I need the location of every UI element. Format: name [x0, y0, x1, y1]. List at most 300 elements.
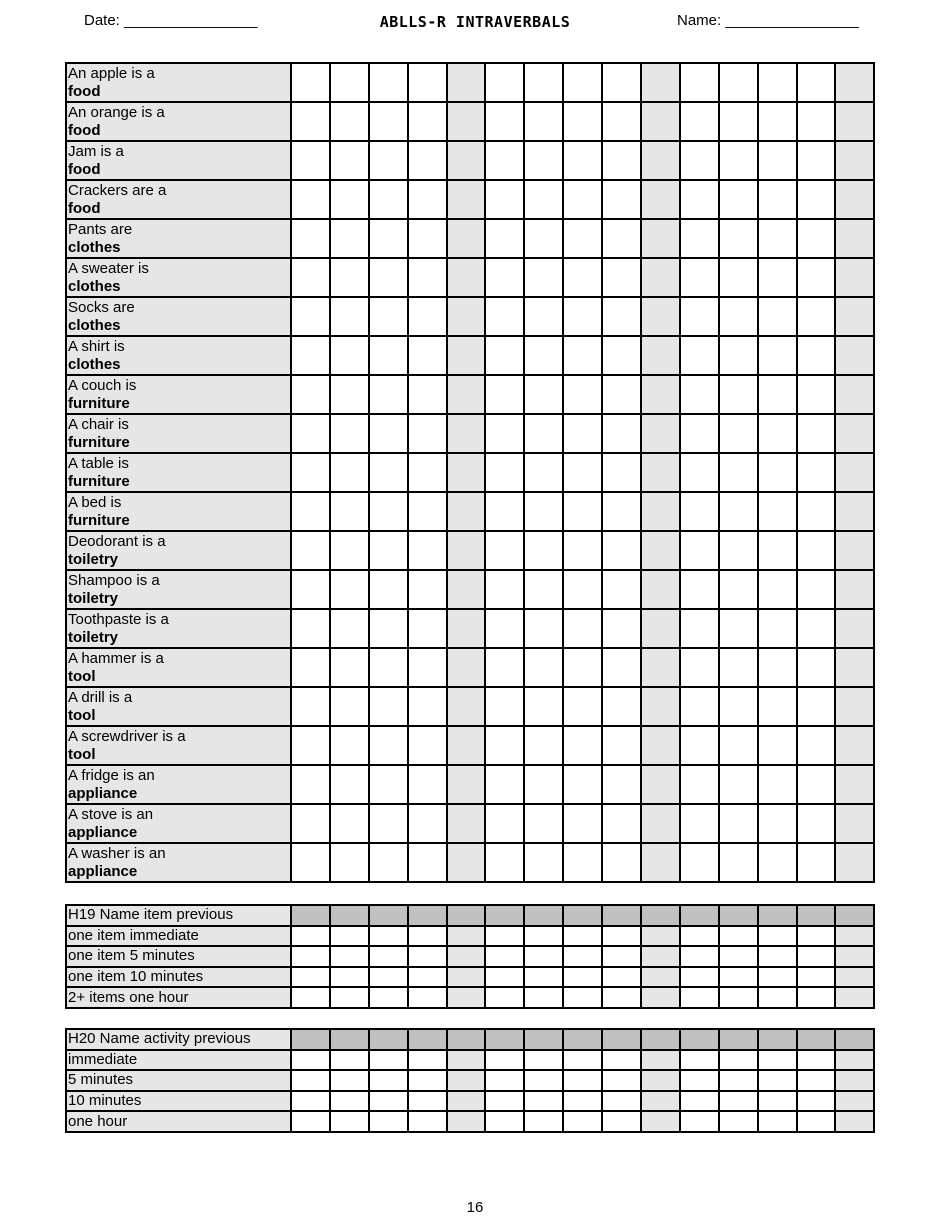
score-cell[interactable] [563, 946, 602, 967]
score-cell[interactable] [602, 336, 641, 375]
score-cell[interactable] [447, 1091, 486, 1112]
score-cell[interactable] [680, 102, 719, 141]
score-cell[interactable] [524, 1091, 563, 1112]
score-cell[interactable] [485, 987, 524, 1008]
score-cell[interactable] [291, 414, 330, 453]
score-cell[interactable] [408, 453, 447, 492]
score-cell[interactable] [330, 492, 369, 531]
score-cell[interactable] [447, 141, 486, 180]
score-cell[interactable] [641, 492, 680, 531]
score-cell[interactable] [797, 905, 836, 926]
score-cell[interactable] [447, 336, 486, 375]
score-cell[interactable] [641, 219, 680, 258]
score-cell[interactable] [369, 180, 408, 219]
score-cell[interactable] [291, 102, 330, 141]
score-cell[interactable] [524, 453, 563, 492]
score-cell[interactable] [330, 946, 369, 967]
score-cell[interactable] [602, 219, 641, 258]
score-cell[interactable] [447, 258, 486, 297]
score-cell[interactable] [447, 219, 486, 258]
score-cell[interactable] [330, 967, 369, 988]
score-cell[interactable] [641, 258, 680, 297]
score-cell[interactable] [291, 297, 330, 336]
score-cell[interactable] [408, 987, 447, 1008]
score-cell[interactable] [563, 687, 602, 726]
score-cell[interactable] [291, 258, 330, 297]
score-cell[interactable] [602, 609, 641, 648]
score-cell[interactable] [563, 1029, 602, 1050]
score-cell[interactable] [835, 1091, 874, 1112]
score-cell[interactable] [291, 63, 330, 102]
score-cell[interactable] [835, 141, 874, 180]
score-cell[interactable] [602, 180, 641, 219]
score-cell[interactable] [369, 453, 408, 492]
score-cell[interactable] [447, 609, 486, 648]
score-cell[interactable] [408, 297, 447, 336]
score-cell[interactable] [408, 141, 447, 180]
score-cell[interactable] [758, 967, 797, 988]
score-cell[interactable] [485, 570, 524, 609]
score-cell[interactable] [330, 531, 369, 570]
score-cell[interactable] [641, 926, 680, 947]
score-cell[interactable] [447, 987, 486, 1008]
score-cell[interactable] [835, 414, 874, 453]
score-cell[interactable] [369, 258, 408, 297]
score-cell[interactable] [680, 141, 719, 180]
score-cell[interactable] [680, 967, 719, 988]
score-cell[interactable] [524, 492, 563, 531]
score-cell[interactable] [563, 765, 602, 804]
score-cell[interactable] [408, 905, 447, 926]
score-cell[interactable] [291, 1050, 330, 1071]
score-cell[interactable] [408, 926, 447, 947]
score-cell[interactable] [719, 1091, 758, 1112]
score-cell[interactable] [797, 258, 836, 297]
score-cell[interactable] [485, 1091, 524, 1112]
score-cell[interactable] [447, 570, 486, 609]
score-cell[interactable] [641, 414, 680, 453]
score-cell[interactable] [330, 1070, 369, 1091]
score-cell[interactable] [524, 946, 563, 967]
score-cell[interactable] [835, 297, 874, 336]
score-cell[interactable] [563, 492, 602, 531]
score-cell[interactable] [563, 531, 602, 570]
score-cell[interactable] [602, 1029, 641, 1050]
score-cell[interactable] [369, 926, 408, 947]
score-cell[interactable] [602, 1070, 641, 1091]
score-cell[interactable] [758, 726, 797, 765]
score-cell[interactable] [408, 180, 447, 219]
score-cell[interactable] [408, 1029, 447, 1050]
score-cell[interactable] [602, 765, 641, 804]
score-cell[interactable] [719, 726, 758, 765]
score-cell[interactable] [835, 1111, 874, 1132]
score-cell[interactable] [758, 1091, 797, 1112]
score-cell[interactable] [835, 967, 874, 988]
score-cell[interactable] [485, 804, 524, 843]
score-cell[interactable] [797, 1070, 836, 1091]
score-cell[interactable] [524, 141, 563, 180]
score-cell[interactable] [408, 375, 447, 414]
score-cell[interactable] [524, 180, 563, 219]
score-cell[interactable] [330, 375, 369, 414]
score-cell[interactable] [719, 987, 758, 1008]
score-cell[interactable] [641, 375, 680, 414]
score-cell[interactable] [758, 1070, 797, 1091]
score-cell[interactable] [797, 967, 836, 988]
score-cell[interactable] [291, 946, 330, 967]
score-cell[interactable] [680, 1111, 719, 1132]
score-cell[interactable] [291, 336, 330, 375]
score-cell[interactable] [485, 336, 524, 375]
score-cell[interactable] [524, 987, 563, 1008]
score-cell[interactable] [797, 1050, 836, 1071]
score-cell[interactable] [291, 1070, 330, 1091]
score-cell[interactable] [447, 1029, 486, 1050]
score-cell[interactable] [602, 570, 641, 609]
score-cell[interactable] [369, 63, 408, 102]
score-cell[interactable] [641, 141, 680, 180]
score-cell[interactable] [485, 258, 524, 297]
score-cell[interactable] [835, 453, 874, 492]
score-cell[interactable] [680, 297, 719, 336]
score-cell[interactable] [758, 1111, 797, 1132]
score-cell[interactable] [797, 1091, 836, 1112]
score-cell[interactable] [524, 926, 563, 947]
score-cell[interactable] [369, 609, 408, 648]
score-cell[interactable] [680, 926, 719, 947]
score-cell[interactable] [447, 726, 486, 765]
score-cell[interactable] [447, 414, 486, 453]
score-cell[interactable] [641, 1050, 680, 1071]
score-cell[interactable] [485, 946, 524, 967]
score-cell[interactable] [680, 531, 719, 570]
score-cell[interactable] [408, 1091, 447, 1112]
score-cell[interactable] [563, 905, 602, 926]
score-cell[interactable] [524, 648, 563, 687]
score-cell[interactable] [758, 531, 797, 570]
score-cell[interactable] [369, 726, 408, 765]
score-cell[interactable] [797, 765, 836, 804]
score-cell[interactable] [524, 570, 563, 609]
score-cell[interactable] [408, 946, 447, 967]
score-cell[interactable] [408, 609, 447, 648]
score-cell[interactable] [602, 1091, 641, 1112]
score-cell[interactable] [758, 258, 797, 297]
score-cell[interactable] [524, 843, 563, 882]
score-cell[interactable] [719, 804, 758, 843]
score-cell[interactable] [602, 63, 641, 102]
score-cell[interactable] [797, 219, 836, 258]
score-cell[interactable] [291, 905, 330, 926]
score-cell[interactable] [602, 967, 641, 988]
score-cell[interactable] [758, 570, 797, 609]
score-cell[interactable] [641, 1070, 680, 1091]
score-cell[interactable] [719, 180, 758, 219]
score-cell[interactable] [447, 687, 486, 726]
score-cell[interactable] [602, 804, 641, 843]
score-cell[interactable] [797, 726, 836, 765]
score-cell[interactable] [719, 843, 758, 882]
score-cell[interactable] [797, 804, 836, 843]
score-cell[interactable] [835, 687, 874, 726]
score-cell[interactable] [408, 414, 447, 453]
score-cell[interactable] [680, 609, 719, 648]
score-cell[interactable] [641, 905, 680, 926]
score-cell[interactable] [602, 414, 641, 453]
score-cell[interactable] [602, 1111, 641, 1132]
score-cell[interactable] [330, 297, 369, 336]
score-cell[interactable] [680, 570, 719, 609]
score-cell[interactable] [680, 765, 719, 804]
score-cell[interactable] [485, 180, 524, 219]
score-cell[interactable] [447, 180, 486, 219]
score-cell[interactable] [758, 843, 797, 882]
score-cell[interactable] [524, 336, 563, 375]
score-cell[interactable] [369, 570, 408, 609]
score-cell[interactable] [563, 63, 602, 102]
score-cell[interactable] [602, 987, 641, 1008]
score-cell[interactable] [447, 297, 486, 336]
score-cell[interactable] [291, 141, 330, 180]
score-cell[interactable] [485, 609, 524, 648]
score-cell[interactable] [330, 102, 369, 141]
score-cell[interactable] [330, 258, 369, 297]
score-cell[interactable] [719, 967, 758, 988]
score-cell[interactable] [447, 531, 486, 570]
score-cell[interactable] [563, 1111, 602, 1132]
score-cell[interactable] [797, 1111, 836, 1132]
score-cell[interactable] [485, 1111, 524, 1132]
score-cell[interactable] [408, 1111, 447, 1132]
score-cell[interactable] [719, 63, 758, 102]
score-cell[interactable] [835, 987, 874, 1008]
score-cell[interactable] [602, 492, 641, 531]
score-cell[interactable] [758, 765, 797, 804]
score-cell[interactable] [524, 765, 563, 804]
score-cell[interactable] [524, 726, 563, 765]
score-cell[interactable] [408, 570, 447, 609]
score-cell[interactable] [563, 1091, 602, 1112]
score-cell[interactable] [758, 453, 797, 492]
score-cell[interactable] [797, 926, 836, 947]
score-cell[interactable] [758, 1029, 797, 1050]
score-cell[interactable] [641, 570, 680, 609]
score-cell[interactable] [447, 926, 486, 947]
score-cell[interactable] [485, 219, 524, 258]
score-cell[interactable] [680, 63, 719, 102]
score-cell[interactable] [641, 1111, 680, 1132]
score-cell[interactable] [369, 219, 408, 258]
score-cell[interactable] [447, 1050, 486, 1071]
score-cell[interactable] [719, 414, 758, 453]
score-cell[interactable] [291, 926, 330, 947]
score-cell[interactable] [758, 219, 797, 258]
score-cell[interactable] [641, 648, 680, 687]
score-cell[interactable] [758, 180, 797, 219]
score-cell[interactable] [291, 967, 330, 988]
score-cell[interactable] [719, 946, 758, 967]
score-cell[interactable] [563, 414, 602, 453]
score-cell[interactable] [835, 1029, 874, 1050]
score-cell[interactable] [408, 102, 447, 141]
score-cell[interactable] [758, 336, 797, 375]
score-cell[interactable] [680, 905, 719, 926]
score-cell[interactable] [835, 375, 874, 414]
score-cell[interactable] [408, 967, 447, 988]
score-cell[interactable] [719, 531, 758, 570]
score-cell[interactable] [680, 453, 719, 492]
score-cell[interactable] [641, 726, 680, 765]
score-cell[interactable] [835, 219, 874, 258]
score-cell[interactable] [408, 726, 447, 765]
score-cell[interactable] [563, 336, 602, 375]
score-cell[interactable] [563, 609, 602, 648]
score-cell[interactable] [680, 375, 719, 414]
score-cell[interactable] [563, 258, 602, 297]
score-cell[interactable] [447, 843, 486, 882]
score-cell[interactable] [485, 905, 524, 926]
score-cell[interactable] [330, 687, 369, 726]
score-cell[interactable] [602, 141, 641, 180]
score-cell[interactable] [369, 648, 408, 687]
score-cell[interactable] [835, 765, 874, 804]
score-cell[interactable] [680, 804, 719, 843]
score-cell[interactable] [447, 967, 486, 988]
score-cell[interactable] [369, 687, 408, 726]
score-cell[interactable] [524, 297, 563, 336]
score-cell[interactable] [563, 570, 602, 609]
score-cell[interactable] [408, 492, 447, 531]
score-cell[interactable] [485, 63, 524, 102]
score-cell[interactable] [719, 648, 758, 687]
score-cell[interactable] [291, 1111, 330, 1132]
score-cell[interactable] [524, 375, 563, 414]
score-cell[interactable] [291, 453, 330, 492]
score-cell[interactable] [369, 375, 408, 414]
score-cell[interactable] [291, 180, 330, 219]
score-cell[interactable] [719, 492, 758, 531]
score-cell[interactable] [680, 1029, 719, 1050]
score-cell[interactable] [524, 531, 563, 570]
score-cell[interactable] [680, 1091, 719, 1112]
score-cell[interactable] [369, 1091, 408, 1112]
score-cell[interactable] [797, 453, 836, 492]
score-cell[interactable] [641, 336, 680, 375]
score-cell[interactable] [680, 336, 719, 375]
score-cell[interactable] [485, 141, 524, 180]
score-cell[interactable] [524, 414, 563, 453]
score-cell[interactable] [680, 1050, 719, 1071]
score-cell[interactable] [602, 453, 641, 492]
score-cell[interactable] [291, 1091, 330, 1112]
score-cell[interactable] [758, 141, 797, 180]
score-cell[interactable] [485, 453, 524, 492]
score-cell[interactable] [797, 987, 836, 1008]
score-cell[interactable] [602, 1050, 641, 1071]
score-cell[interactable] [641, 453, 680, 492]
score-cell[interactable] [369, 987, 408, 1008]
score-cell[interactable] [835, 63, 874, 102]
score-cell[interactable] [524, 1050, 563, 1071]
score-cell[interactable] [447, 63, 486, 102]
score-cell[interactable] [758, 987, 797, 1008]
score-cell[interactable] [835, 843, 874, 882]
score-cell[interactable] [835, 648, 874, 687]
score-cell[interactable] [485, 926, 524, 947]
score-cell[interactable] [758, 648, 797, 687]
score-cell[interactable] [291, 570, 330, 609]
score-cell[interactable] [330, 414, 369, 453]
score-cell[interactable] [835, 258, 874, 297]
score-cell[interactable] [330, 804, 369, 843]
score-cell[interactable] [797, 946, 836, 967]
score-cell[interactable] [369, 804, 408, 843]
score-cell[interactable] [641, 946, 680, 967]
score-cell[interactable] [758, 905, 797, 926]
score-cell[interactable] [408, 531, 447, 570]
score-cell[interactable] [563, 926, 602, 947]
score-cell[interactable] [680, 843, 719, 882]
score-cell[interactable] [524, 1111, 563, 1132]
score-cell[interactable] [524, 967, 563, 988]
score-cell[interactable] [719, 1029, 758, 1050]
score-cell[interactable] [719, 687, 758, 726]
score-cell[interactable] [719, 570, 758, 609]
score-cell[interactable] [485, 843, 524, 882]
score-cell[interactable] [758, 492, 797, 531]
score-cell[interactable] [369, 492, 408, 531]
score-cell[interactable] [291, 687, 330, 726]
score-cell[interactable] [835, 492, 874, 531]
score-cell[interactable] [369, 967, 408, 988]
score-cell[interactable] [485, 492, 524, 531]
score-cell[interactable] [835, 531, 874, 570]
score-cell[interactable] [641, 843, 680, 882]
score-cell[interactable] [835, 926, 874, 947]
score-cell[interactable] [485, 726, 524, 765]
score-cell[interactable] [524, 687, 563, 726]
score-cell[interactable] [524, 258, 563, 297]
score-cell[interactable] [524, 102, 563, 141]
score-cell[interactable] [369, 414, 408, 453]
score-cell[interactable] [291, 609, 330, 648]
score-cell[interactable] [758, 102, 797, 141]
score-cell[interactable] [447, 453, 486, 492]
score-cell[interactable] [758, 1050, 797, 1071]
name-field[interactable]: Name: ________________ [677, 12, 859, 29]
score-cell[interactable] [291, 987, 330, 1008]
score-cell[interactable] [563, 1050, 602, 1071]
date-field[interactable]: Date: ________________ [84, 12, 258, 29]
score-cell[interactable] [719, 375, 758, 414]
score-cell[interactable] [563, 180, 602, 219]
score-cell[interactable] [563, 219, 602, 258]
score-cell[interactable] [835, 570, 874, 609]
score-cell[interactable] [680, 987, 719, 1008]
score-cell[interactable] [291, 726, 330, 765]
score-cell[interactable] [408, 843, 447, 882]
score-cell[interactable] [758, 687, 797, 726]
score-cell[interactable] [330, 843, 369, 882]
score-cell[interactable] [680, 219, 719, 258]
score-cell[interactable] [447, 648, 486, 687]
score-cell[interactable] [641, 967, 680, 988]
score-cell[interactable] [602, 297, 641, 336]
score-cell[interactable] [680, 414, 719, 453]
score-cell[interactable] [719, 219, 758, 258]
score-cell[interactable] [641, 180, 680, 219]
